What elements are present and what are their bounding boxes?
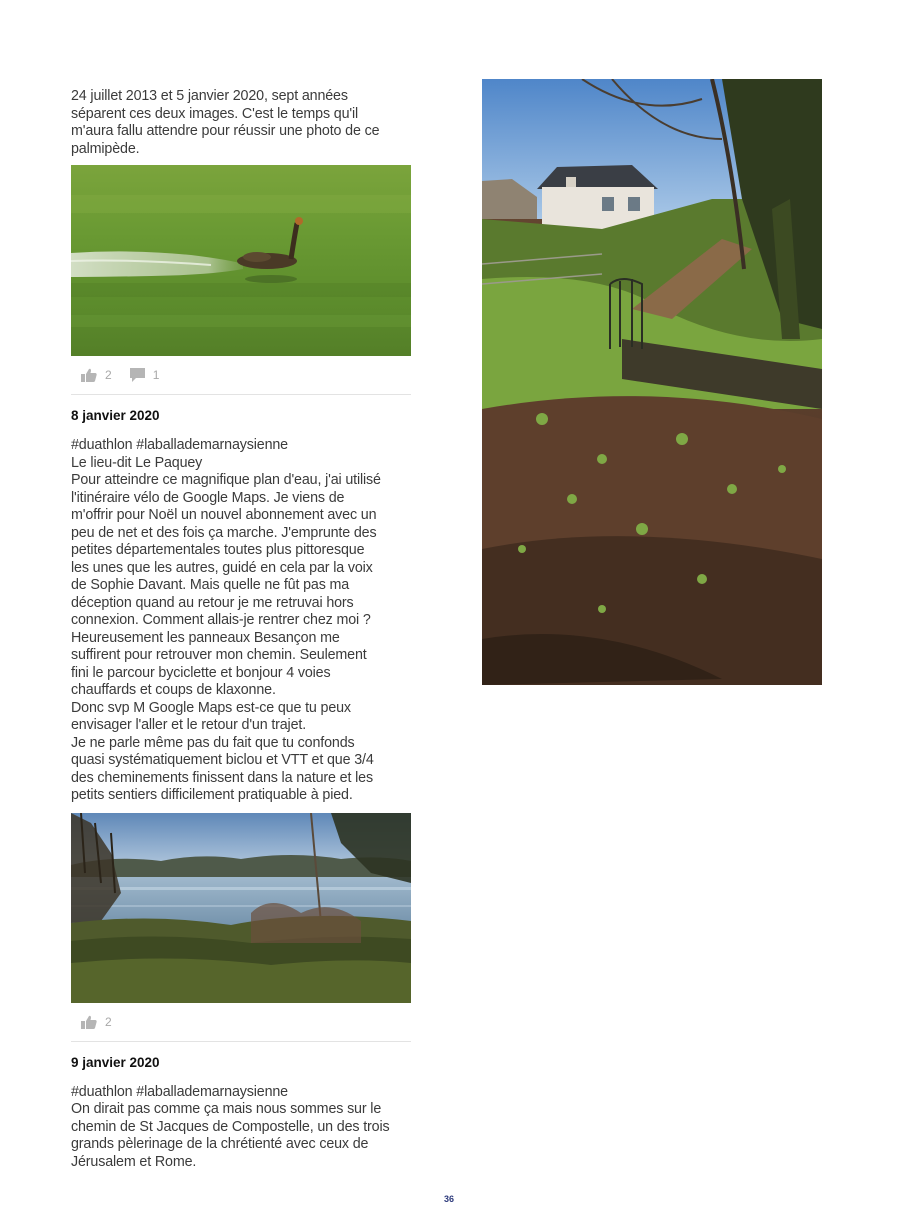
text-line: peu de net et des fois ça marche. J'emprunte des <box>71 524 377 541</box>
text-line: Je ne parle même pas du fait que tu confonds <box>71 734 355 751</box>
post-reactions <box>71 1003 411 1042</box>
text-line: les unes que les autres, guidé en cela par la voix <box>71 559 373 576</box>
text-line: #duathlon #laballademarnaysienne <box>71 437 288 453</box>
text-line: m'aura fallu attendre pour réussir une photo de ce <box>71 123 380 139</box>
text-line: chemin de St Jacques de Compostelle, un des trois <box>71 1118 390 1135</box>
like-count: 2 <box>105 1014 112 1029</box>
text-line: m'offrir pour Noël un nouvel abonnement avec un <box>71 507 377 523</box>
comment-count: 1 <box>152 368 160 382</box>
text-line: Donc svp M Google Maps est-ce que tu peux <box>71 699 351 716</box>
text-line: de Sophie Davant. Mais quelle ne fût pas ma <box>71 577 350 593</box>
post-body <box>71 437 411 805</box>
text-line: Jérusalem et Rome. <box>71 1153 197 1170</box>
thumbs-up-icon[interactable] <box>81 1015 97 1029</box>
post-reactions <box>71 356 411 395</box>
thumbs-up-icon[interactable] <box>81 368 97 382</box>
page-number: 36 <box>443 1194 454 1204</box>
post-body <box>71 1084 411 1172</box>
text-line: séparent ces deux images. C'est le temps qu'il <box>71 105 359 122</box>
intro-text <box>71 88 411 158</box>
text-line: Pour atteindre ce magnifique plan d'eau, j'ai utilisé <box>71 472 381 488</box>
text-line: petites départementales toutes plus pittoresque <box>71 542 365 558</box>
speech-bubble-icon[interactable] <box>130 368 145 382</box>
text-line: quasi systématiquement biclou et VTT et que 3/4 <box>71 752 374 768</box>
text-line: Heureusement les panneaux Besançon me <box>71 629 340 646</box>
post-date: 9 janvier 2020 <box>71 1054 160 1070</box>
left-column <box>71 88 411 1171</box>
text-line: palmipède. <box>71 140 140 157</box>
text-line: des cheminements finissent dans la nature et les <box>71 769 373 786</box>
text-line: On dirait pas comme ça mais nous sommes sur le <box>71 1101 382 1117</box>
like-count: 2 <box>105 368 112 382</box>
text-line: fini le parcour byciclette et bonjour 4 voies <box>71 664 331 681</box>
text-line: suffirent pour retrouver mon chemin. Seulement <box>71 647 367 663</box>
lake-photo <box>71 813 411 1003</box>
text-line: chauffards et coups de klaxonne. <box>71 682 276 698</box>
post-date: 8 janvier 2020 <box>71 408 160 423</box>
garden-path-photo <box>482 79 822 685</box>
text-line: connexion. Comment allais-je rentrer chez moi ? <box>71 612 371 628</box>
text-line: Le lieu-dit Le Paquey <box>71 454 203 471</box>
text-line: l'itinéraire vélo de Google Maps. Je viens de <box>71 489 345 506</box>
text-line: 24 juillet 2013 et 5 janvier 2020, sept années <box>71 88 348 104</box>
text-line: grands pèlerinage de la chrétienté avec ceux de <box>71 1136 369 1152</box>
text-line: petits sentiers difficilement pratiquable à pied. <box>71 787 353 803</box>
text-line: envisager l'aller et le retour d'un trajet. <box>71 717 307 733</box>
text-line: #duathlon #laballademarnaysienne <box>71 1083 288 1100</box>
text-line: déception quand au retour je me retruvai hors <box>71 594 354 611</box>
swan-photo <box>71 165 411 356</box>
